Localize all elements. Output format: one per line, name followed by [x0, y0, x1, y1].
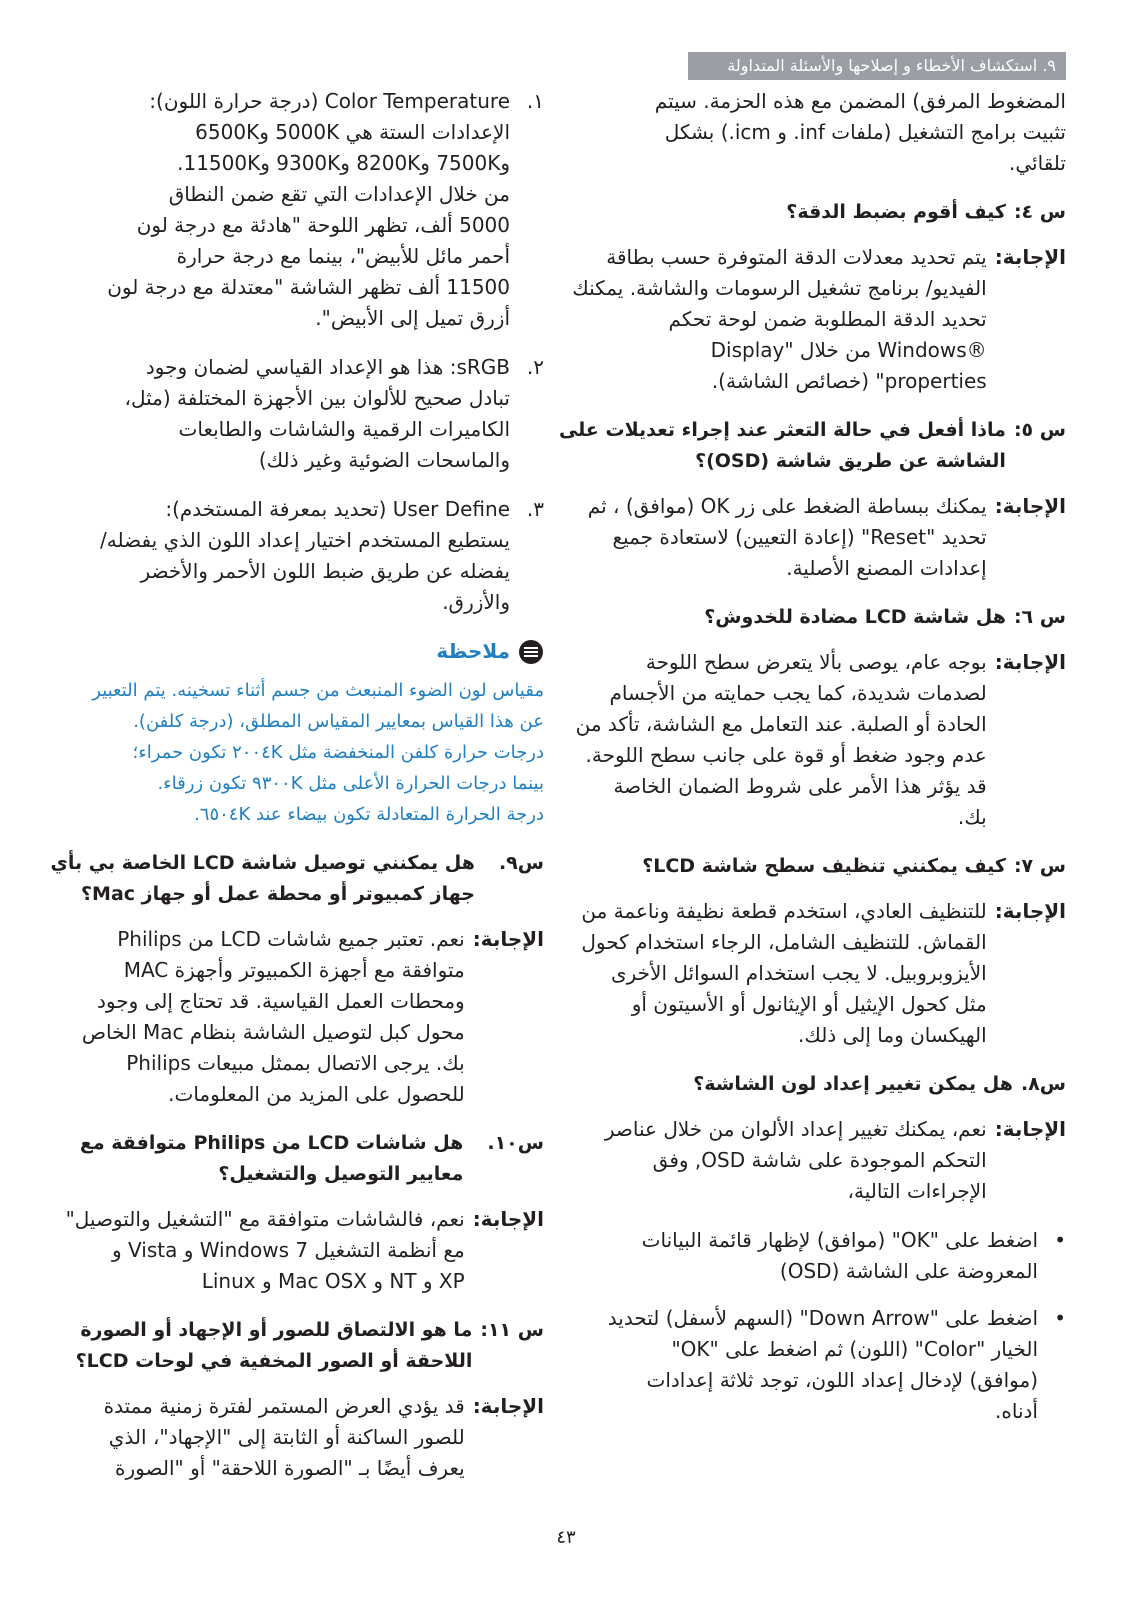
- answer-4: [572, 242, 1066, 397]
- text-line: يفضله عن طريق ضبط اللون الأحمر والأخضر: [140, 559, 510, 583]
- text-line: تحديد "Reset" (إعادة التعيين) لاستعادة جميع: [612, 525, 987, 549]
- question-5: [558, 415, 1066, 477]
- question-11: [64, 1315, 544, 1377]
- text-line: نعم، فالشاشات متوافقة مع "التشغيل والتوصيل": [65, 1207, 465, 1231]
- question-10: [64, 1128, 544, 1190]
- text-line: والماسحات الضوئية وغير ذلك): [258, 448, 510, 472]
- list-item: [596, 1225, 1066, 1287]
- question-label: س ٦:: [1013, 606, 1066, 628]
- answer-5: [587, 491, 1066, 584]
- text-line: ‎Windows®‎ من خلال "Display: [710, 338, 987, 362]
- text-line: مثل كحول الإيثيل أو الإيثانول أو الأسيتون أو: [631, 992, 987, 1016]
- question-text: ما هو الالتصاق للصور أو الإجهاد أو الصورة: [80, 1319, 473, 1341]
- text-line: نعم، يمكنك تغيير إعداد الألوان من خلال عناصر: [604, 1117, 987, 1141]
- answer-11: [64, 1391, 544, 1484]
- text-line: ومحطات العمل القياسية. قد تحتاج إلى وجود: [97, 989, 465, 1013]
- text-line: والأزرق.: [442, 590, 510, 614]
- text-line: XP و NT و Mac OSX و Linux: [201, 1269, 465, 1293]
- answer-label: الإجابة:: [994, 494, 1066, 518]
- question-text: اللاحقة أو الصور المخفية في لوحات LCD؟: [75, 1350, 473, 1372]
- question-8: [596, 1069, 1066, 1100]
- text-line: تلقائي.: [1009, 151, 1066, 175]
- steps-list: [596, 1225, 1066, 1427]
- text-line: القماش. للتنظيف الشامل، الرجاء استخدام كحول: [581, 930, 987, 954]
- note-box: [64, 636, 544, 830]
- note-line: درجات حرارة كلفن المنخفضة مثل ‎٢٠٠٤K‏ تكون حمراء؛: [132, 742, 544, 763]
- question-label: س ٤:: [1013, 201, 1066, 223]
- text-line: اضغط على "OK" (موافق) لإظهار قائمة البيانات: [641, 1228, 1038, 1252]
- numbered-item-1: [64, 86, 544, 334]
- text-line: أزرق تميل إلى الأبيض".: [315, 306, 510, 330]
- text-line: يتم تحديد معدلات الدقة المتوفرة حسب بطاقة: [606, 245, 987, 269]
- text-line: قد يؤثر هذا الأمر على شروط الضمان الخاصة: [613, 774, 987, 798]
- text-line: عدم وجود ضغط أو قوة على جانب سطح اللوحة.: [585, 743, 987, 767]
- question-9: [50, 848, 544, 910]
- item-number: ١.: [526, 89, 544, 113]
- item-number: ٣.: [526, 497, 544, 521]
- text-line: تثبيت برامج التشغيل (ملفات ‎.inf‏ و ‎.icm‏) بشكل: [664, 120, 1066, 144]
- text-line: مع أنظمة التشغيل Windows 7 و Vista و: [112, 1238, 465, 1262]
- text-line: تبادل صحيح للألوان بين الأجهزة المختلفة (مثل،: [124, 386, 510, 410]
- question-6: [596, 602, 1066, 633]
- text-line: المضغوط المرفق) المضمن مع هذه الحزمة. سيتم: [654, 89, 1066, 113]
- question-label: س ٥:: [1013, 419, 1066, 441]
- list-item: [596, 1303, 1066, 1427]
- question-text: هل شاشة LCD مضادة للخدوش؟: [704, 606, 1006, 628]
- note-line: درجة الحرارة المتعادلة تكون بيضاء عند ‎٦٥٠٤K‏.: [194, 804, 544, 825]
- text-line: أدناه.: [995, 1399, 1038, 1423]
- text-line: اضغط على "Down Arrow" (السهم لأسفل) لتحديد: [607, 1306, 1038, 1330]
- section-header: ٩. استكشاف الأخطاء و إصلاحها والأسئلة المتداولة: [688, 52, 1066, 80]
- question-label: س ١١:: [480, 1319, 544, 1341]
- question-4: [596, 197, 1066, 228]
- right-column: [558, 86, 1066, 1443]
- answer-10: [64, 1204, 544, 1297]
- question-text: الشاشة عن طريق شاشة (OSD)؟: [695, 450, 1006, 472]
- intro-paragraph: [596, 86, 1066, 179]
- text-line: الأيزوبروبيل. لا يجب استخدام السوائل الأخرى: [610, 961, 987, 985]
- item-number: ٢.: [526, 355, 544, 379]
- answer-label: الإجابة:: [994, 245, 1066, 269]
- text-line: تحديد الدقة المطلوبة ضمن لوحة تحكم: [668, 307, 987, 331]
- question-label: س ٧:: [1013, 855, 1066, 877]
- text-line: يستطيع المستخدم اختيار إعداد اللون الذي يفضله/: [100, 528, 510, 552]
- numbered-item-3: [64, 494, 544, 618]
- note-line: عن هذا القياس بمعايير المقياس المطلق، (درجة كلفن).: [133, 711, 544, 732]
- answer-label: الإجابة:: [994, 1117, 1066, 1141]
- note-title: ملاحظة: [436, 639, 510, 663]
- note-icon: [518, 639, 544, 665]
- text-line: properties" (خصائص الشاشة).: [711, 369, 987, 393]
- text-line: 11500 ألف تظهر الشاشة "معتدلة مع درجة لون: [107, 275, 510, 299]
- text-line: Color Temperature (درجة حرارة اللون):: [149, 89, 510, 113]
- text-line: المعروضة على الشاشة (OSD): [779, 1259, 1038, 1283]
- question-text: كيف أقوم بضبط الدقة؟: [786, 201, 1006, 223]
- answer-label: الإجابة:: [994, 899, 1066, 923]
- answer-label: الإجابة:: [994, 650, 1066, 674]
- text-line: نعم. تعتبر جميع شاشات LCD من Philips: [117, 927, 465, 951]
- text-line: يمكنك ببساطة الضغط على زر OK (موافق) ، ثم: [587, 494, 987, 518]
- question-text: ماذا أفعل في حالة التعثر عند إجراء تعديلات على: [558, 419, 1006, 441]
- text-line: بوجه عام، يوصى بألا يتعرض سطح اللوحة: [645, 650, 987, 674]
- question-label: س١٠.: [487, 1132, 544, 1154]
- bullet-icon: •: [1054, 1228, 1066, 1252]
- note-line: بينما درجات الحرارة الأعلى مثل ‎٩٣٠٠K‏ تكون زرقاء.: [157, 773, 544, 794]
- answer-label: الإجابة:: [472, 1394, 544, 1418]
- text-line: محول كبل لتوصيل الشاشة بنظام Mac الخاص: [81, 1020, 465, 1044]
- text-line: الكاميرات الرقمية والشاشات والطابعات: [178, 417, 510, 441]
- text-line: sRGB: هذا هو الإعداد القياسي لضمان وجود: [145, 355, 510, 379]
- question-text: هل يمكنني توصيل شاشة LCD الخاصة بي بأي: [50, 852, 475, 874]
- text-line: و7500K و8200K و9300K و11500K.: [177, 151, 510, 175]
- text-line: بك.: [957, 805, 987, 829]
- left-column: [50, 86, 544, 1502]
- text-line: الفيديو/ برنامج تشغيل الرسومات والشاشة. يمكنك: [572, 276, 987, 300]
- question-text: كيف يمكنني تنظيف سطح شاشة LCD؟: [642, 855, 1006, 877]
- text-line: التحكم الموجودة على شاشة OSD, وفق: [652, 1148, 987, 1172]
- text-line: إعدادات المصنع الأصلية.: [786, 556, 987, 580]
- question-7: [596, 851, 1066, 882]
- question-text: هل شاشات LCD من Philips متوافقة مع: [79, 1132, 464, 1154]
- text-line: متوافقة مع أجهزة الكمبيوتر وأجهزة MAC: [123, 958, 465, 982]
- text-line: (موافق) لإدخال إعداد اللون، توجد ثلاثة إعدادات: [646, 1368, 1038, 1392]
- answer-8: [596, 1114, 1066, 1207]
- text-line: 5000 ألف، تظهر اللوحة "هادئة مع درجة لون: [136, 213, 510, 237]
- text-line: الإجراءات التالية،: [847, 1179, 987, 1203]
- answer-label: الإجابة:: [472, 1207, 544, 1231]
- question-text: جهاز كمبيوتر أو محطة عمل أو جهاز Mac؟: [81, 883, 475, 905]
- text-line: أحمر مائل للأبيض"، بينما مع درجة حرارة: [176, 244, 510, 268]
- text-line: بك. يرجى الاتصال بممثل مبيعات Philips: [126, 1051, 465, 1075]
- answer-label: الإجابة:: [472, 927, 544, 951]
- text-line: الإعدادات الستة هي 5000K و6500K: [195, 120, 510, 144]
- text-line: لصدمات شديدة، كما يجب حمايته من الأجسام: [609, 681, 987, 705]
- text-line: للحصول على المزيد من المعلومات.: [168, 1082, 465, 1106]
- question-text: معايير التوصيل والتشغيل؟: [218, 1163, 464, 1185]
- question-label: س٨.: [1020, 1073, 1066, 1095]
- text-line: الهيكسان وما إلى ذلك.: [798, 1023, 987, 1047]
- text-line: يعرف أيضًا بـ "الصورة اللاحقة" أو "الصورة: [115, 1456, 465, 1480]
- page-number: ٤٣: [556, 1527, 576, 1548]
- numbered-item-2: [64, 352, 544, 476]
- question-label: س٩.: [498, 852, 544, 874]
- question-text: هل يمكن تغيير إعداد لون الشاشة؟: [693, 1073, 1013, 1095]
- text-line: User Define (تحديد بمعرفة المستخدم):: [165, 497, 510, 521]
- text-line: للصور الساكنة أو الثابتة إلى "الإجهاد"، الذي: [108, 1425, 465, 1449]
- note-line: مقياس لون الضوء المنبعث من جسم أثناء تسخينه. يتم التعبير: [92, 680, 544, 701]
- text-line: قد يؤدي العرض المستمر لفترة زمنية ممتدة: [103, 1394, 465, 1418]
- answer-6: [575, 647, 1066, 833]
- note-header: [64, 636, 544, 667]
- text-line: من خلال الإعدادات التي تقع ضمن النطاق: [168, 182, 510, 206]
- answer-7: [581, 896, 1066, 1051]
- text-line: الخيار "Color" (اللون) ثم اضغط على "OK": [671, 1337, 1038, 1361]
- bullet-icon: •: [1054, 1306, 1066, 1330]
- text-line: الحادة أو الصلبة. عند التعامل مع الشاشة، تأكد من: [575, 712, 987, 736]
- text-line: للتنظيف العادي، استخدم قطعة نظيفة وناعمة من: [581, 899, 987, 923]
- answer-9: [64, 924, 544, 1110]
